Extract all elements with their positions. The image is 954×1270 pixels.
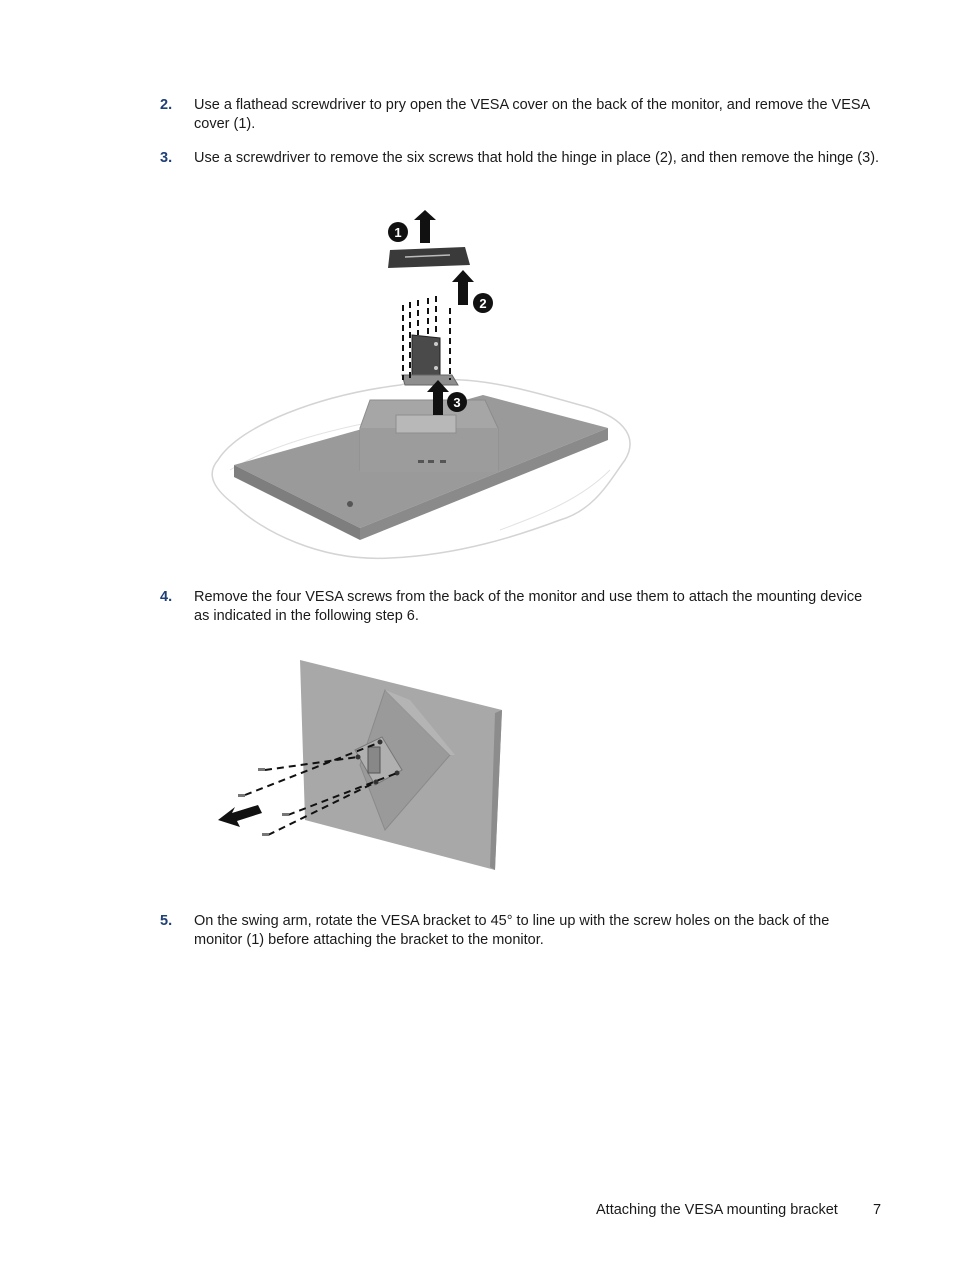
step-number: 5. — [160, 913, 173, 929]
step-2 — [160, 96, 880, 134]
svg-text:1: 1 — [394, 225, 402, 240]
step-text: Remove the four VESA screws from the back of the monitor and use them to attach the mounting device as indicated in the following step 6. — [194, 589, 863, 624]
page-number: 7 — [873, 1202, 882, 1218]
svg-text:2: 2 — [479, 296, 487, 311]
step-text: On the swing arm, rotate the VESA bracket to 45° to line up with the screw holes on the back of the monitor (1) before attaching the bracket to the monitor. — [194, 913, 830, 948]
step-4 — [160, 588, 880, 626]
arrow-up-icon — [414, 210, 436, 243]
step-3 — [160, 149, 880, 168]
step-5 — [160, 912, 880, 950]
arrow-up-icon — [452, 270, 474, 305]
callout-3 — [447, 392, 467, 412]
step-number: 3. — [160, 150, 173, 166]
vesa-screw-removal-illustration — [210, 655, 510, 880]
arrow-left-icon — [218, 805, 262, 827]
footer-title: Attaching the VESA mounting bracket — [596, 1202, 838, 1218]
callout-1 — [388, 222, 408, 242]
svg-text:3: 3 — [453, 395, 461, 410]
step-number: 4. — [160, 589, 173, 605]
step-text: Use a screwdriver to remove the six screws that hold the hinge in place (2), and then remove the hinge (3). — [194, 150, 880, 166]
step-text: Use a flathead screwdriver to pry open the VESA cover on the back of the monitor, and remove the VESA cover (1). — [194, 97, 870, 132]
callout-2 — [473, 293, 493, 313]
hinge-removal-illustration — [200, 210, 640, 565]
step-number: 2. — [160, 97, 173, 113]
